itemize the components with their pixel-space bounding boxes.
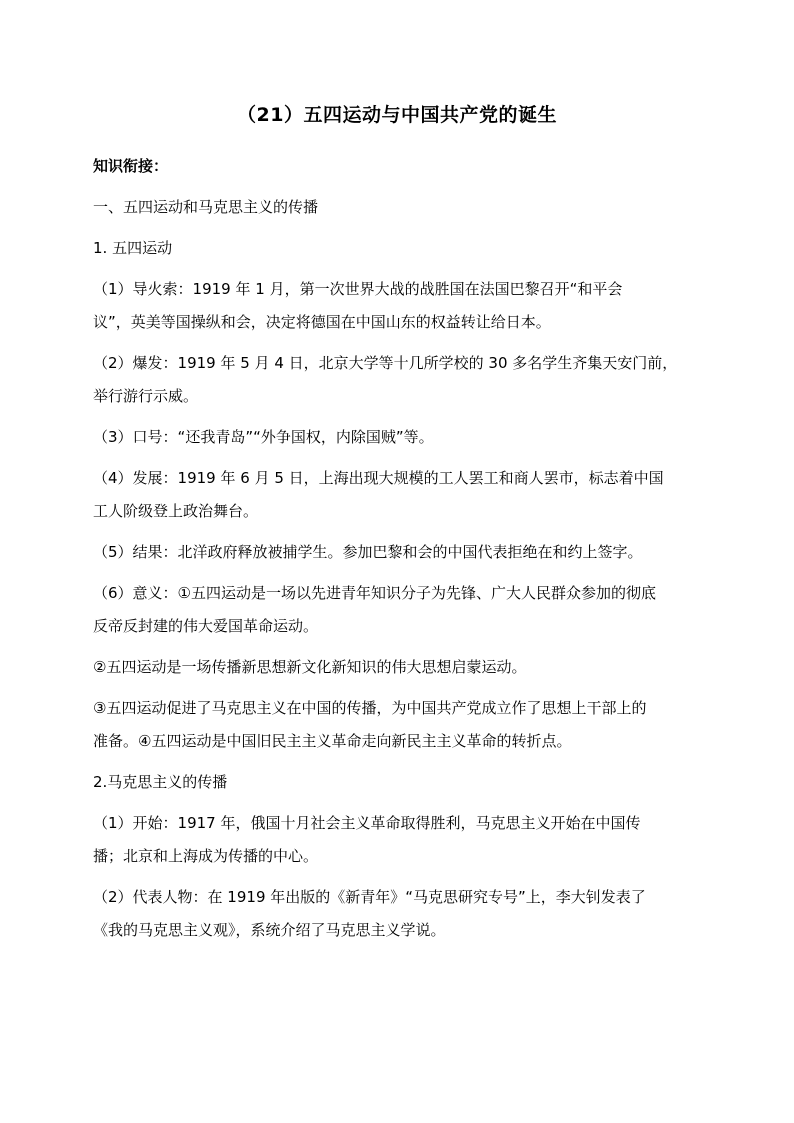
paragraph-significance-line-2: 反帝反封建的伟大爱国革命运动。 [93, 617, 319, 635]
paragraph-development-line-2: 工人阶级登上政治舞台。 [93, 502, 259, 520]
document-body [93, 150, 703, 947]
subheading-may-fourth-movement: 1. 五四运动 [93, 239, 173, 257]
paragraph-representative-line-1: （2）代表人物：在 1919 年出版的《新青年》“马克思研究专号”上，李大钊发表了 [93, 888, 646, 906]
paragraph-significance-3-line-2: 准备。④五四运动是中国旧民主主义革命走向新民主主义革命的转折点。 [93, 732, 572, 750]
paragraph-representative-line-2: 《我的马克思主义观》，系统介绍了马克思主义学说。 [93, 921, 446, 939]
paragraph-development-line-1: （4）发展：1919 年 6 月 5 日，上海出现大规模的工人罢工和商人罢市，标志着中国 [93, 469, 664, 487]
paragraph-marxism-start-line-1: （1）开始：1917 年，俄国十月社会主义革命取得胜利，马克思主义开始在中国传 [93, 814, 641, 832]
paragraph-slogan: （3）口号：“还我青岛”“外争国权，内除国贼”等。 [93, 428, 434, 446]
paragraph-marxism-start-line-2: 播；北京和上海成为传播的中心。 [93, 847, 319, 865]
paragraph-significance-2: ②五四运动是一场传播新思想新文化新知识的伟大思想启蒙运动。 [93, 658, 527, 676]
paragraph-outbreak-line-1: （2）爆发：1919 年 5 月 4 日，北京大学等十几所学校的 30 多名学生齐集天安门前， [93, 354, 678, 372]
paragraph-significance-line-1: （6）意义：①五四运动是一场以先进青年知识分子为先锋、广大人民群众参加的彻底 [93, 584, 656, 602]
paragraph-significance-3-line-1: ③五四运动促进了马克思主义在中国的传播，为中国共产党成立作了思想上干部上的 [93, 699, 647, 717]
paragraph-outbreak-line-2: 举行游行示威。 [93, 387, 199, 405]
paragraph-trigger-line-1: （1）导火索：1919 年 1 月，第一次世界大战的战胜国在法国巴黎召开“和平会 [93, 280, 623, 298]
paragraph-result: （5）结果：北洋政府释放被捕学生。参加巴黎和会的中国代表拒绝在和约上签字。 [93, 543, 643, 561]
page-title: （21）五四运动与中国共产党的诞生 [237, 104, 557, 126]
subheading-spread-of-marxism: 2.马克思主义的传播 [93, 773, 228, 791]
knowledge-link-heading: 知识衔接： [93, 157, 169, 175]
paragraph-trigger-line-2: 议”，英美等国操纵和会，决定将德国在中国山东的权益转让给日本。 [93, 313, 551, 331]
section-heading-may-fourth-and-marxism: 一、五四运动和马克思主义的传播 [93, 198, 319, 216]
